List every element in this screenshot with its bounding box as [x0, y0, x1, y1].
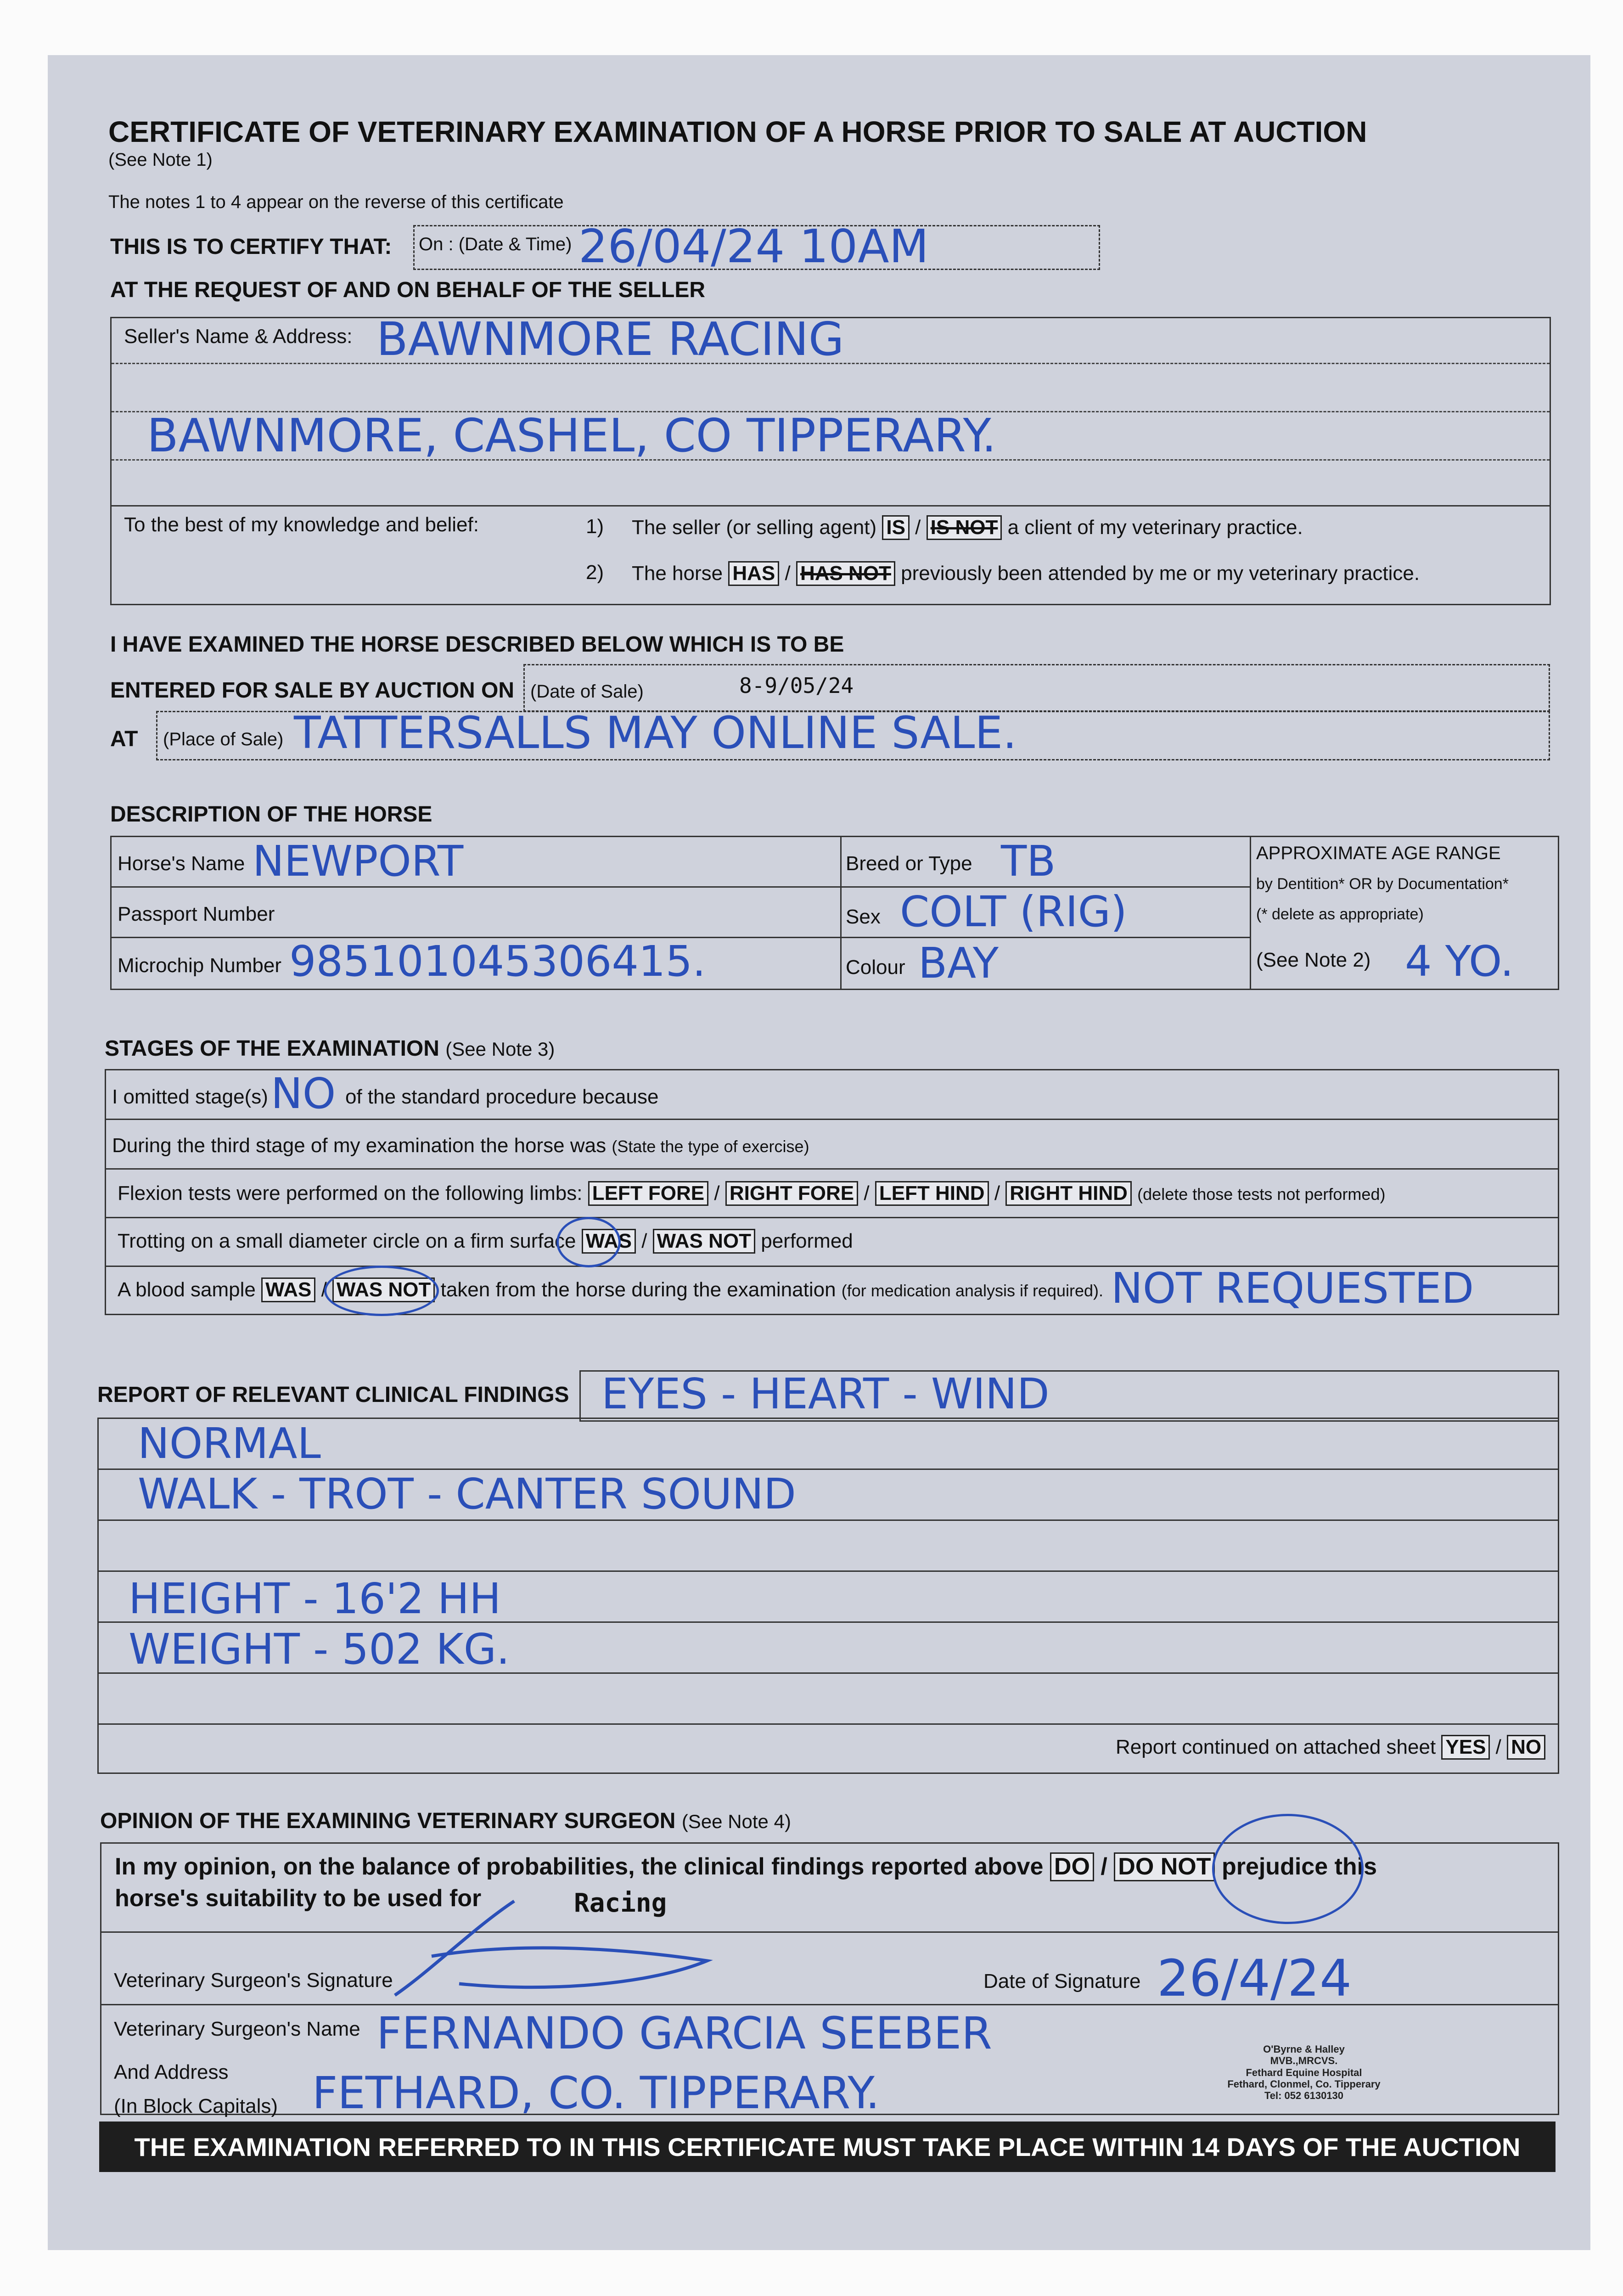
blood-was-option[interactable]: WAS	[261, 1277, 315, 1302]
breed-label: Breed or Type	[846, 852, 972, 875]
notes-reverse: The notes 1 to 4 appear on the reverse of this certificate	[108, 192, 564, 212]
left-hind-option[interactable]: LEFT HIND	[875, 1181, 989, 1206]
age-title: APPROXIMATE AGE RANGE	[1256, 843, 1501, 863]
item1-post: a client of my veterinary practice.	[1007, 516, 1303, 539]
passport-label: Passport Number	[118, 903, 275, 925]
right-fore-option[interactable]: RIGHT FORE	[725, 1181, 858, 1206]
sale-date-box	[523, 664, 1550, 712]
surgeon-address[interactable]: FETHARD, CO. TIPPERARY.	[312, 2067, 880, 2119]
divider	[99, 1519, 1558, 1521]
report-line-5[interactable]: HEIGHT - 16'2 HH	[129, 1574, 501, 1623]
has-not-option[interactable]: HAS NOT	[796, 561, 895, 586]
opinion-heading: OPINION OF THE EXAMINING VETERINARY SURGEON	[100, 1809, 676, 1833]
microchip-value[interactable]: 985101045306415.	[289, 937, 706, 986]
item2-post: previously been attended by me or my veterinary practice.	[901, 562, 1420, 585]
horse-name-label: Horse's Name	[118, 852, 245, 875]
is-not-option[interactable]: IS NOT	[927, 515, 1002, 540]
report-line-3[interactable]: WALK - TROT - CANTER SOUND	[138, 1469, 796, 1519]
signature-date[interactable]: 26/4/24	[1157, 1949, 1352, 2008]
trot-label: Trotting on a small diameter circle on a firm surface	[118, 1230, 576, 1252]
divider	[99, 1723, 1558, 1725]
age-by: by Dentition* OR by Documentation*	[1256, 875, 1509, 893]
knowledge-label: To the best of my knowledge and belief:	[124, 513, 479, 536]
left-fore-option[interactable]: LEFT FORE	[588, 1181, 708, 1206]
seller-client-row: The seller (or selling agent) IS / IS NOT a client of my veterinary practice.	[632, 515, 1303, 540]
sale-place-label: (Place of Sale)	[163, 729, 284, 749]
do-not-circle	[1212, 1814, 1364, 1924]
item1-number: 1)	[586, 515, 604, 538]
sex-value[interactable]: COLT (RIG)	[900, 887, 1127, 936]
flexion-note: (delete those tests not performed)	[1137, 1185, 1386, 1204]
breed-value[interactable]: TB	[1001, 837, 1056, 886]
third-stage-note: (State the type of exercise)	[612, 1137, 809, 1156]
exam-date-time[interactable]: 26/04/24 10AM	[578, 219, 929, 273]
footer-banner: THE EXAMINATION REFERRED TO IN THIS CERTIFICATE MUST TAKE PLACE WITHIN 14 DAYS OF THE AUCTION	[99, 2122, 1556, 2172]
colour-label: Colour	[846, 956, 905, 979]
sale-date-value[interactable]: 8-9/05/24	[739, 673, 854, 698]
colour-value[interactable]: BAY	[918, 939, 999, 988]
surgeon-name[interactable]: FERNANDO GARCIA SEEBER	[376, 2008, 992, 2059]
sale-date-label: (Date of Sale)	[530, 681, 644, 702]
stages-heading-row	[105, 1036, 555, 1061]
request-label: AT THE REQUEST OF AND ON BEHALF OF THE SELLER	[110, 278, 705, 302]
certify-label: THIS IS TO CERTIFY THAT:	[110, 235, 392, 259]
do-not-option[interactable]: DO NOT	[1114, 1852, 1215, 1881]
seller-label: Seller's Name & Address:	[124, 325, 353, 348]
on-label: On : (Date & Time)	[419, 234, 572, 254]
stamp-line: Tel: 052 6130130	[1264, 2090, 1344, 2102]
report-line-1[interactable]: EYES - HEART - WIND	[601, 1369, 1050, 1418]
opinion-text-row: In my opinion, on the balance of probabilities, the clinical findings reported above DO / DO NOT prejudice this	[115, 1852, 1377, 1881]
blood-row: A blood sample WAS / WAS NOT taken from the horse during the examination (for medication analysis if required).	[118, 1277, 1103, 1302]
stamp-line: Fethard, Clonmel, Co. Tipperary	[1227, 2078, 1381, 2090]
divider	[106, 1217, 1558, 1218]
blood-handwritten[interactable]: NOT REQUESTED	[1111, 1264, 1474, 1313]
third-stage-label: During the third stage of my examination the horse was	[112, 1134, 607, 1157]
continued-row: Report continued on attached sheet YES / NO	[1116, 1735, 1545, 1760]
do-option[interactable]: DO	[1050, 1852, 1094, 1881]
is-option[interactable]: IS	[882, 515, 910, 540]
flexion-label: Flexion tests were performed on the following limbs:	[118, 1182, 583, 1204]
entered-label: ENTERED FOR SALE BY AUCTION ON	[110, 678, 515, 703]
stamp-line: MVB.,MRCVS.	[1270, 2055, 1338, 2067]
address-label-2: (In Block Capitals)	[114, 2095, 278, 2117]
divider	[112, 505, 1550, 506]
description-heading: DESCRIPTION OF THE HORSE	[110, 802, 432, 827]
omitted-pre: I omitted stage(s)	[112, 1086, 268, 1108]
title-note: (See Note 1)	[108, 150, 213, 170]
signature-date-label: Date of Signature	[983, 1970, 1141, 1992]
flexion-row: Flexion tests were performed on the following limbs: LEFT FORE / RIGHT FORE / LEFT HIND / RIGHT HIND (delete those tests not performed)	[118, 1181, 1385, 1206]
has-option[interactable]: HAS	[728, 561, 779, 586]
trot-was-not-option[interactable]: WAS NOT	[653, 1229, 755, 1254]
at-label: AT	[110, 727, 138, 751]
item2-pre: The horse	[632, 562, 723, 585]
right-hind-option[interactable]: RIGHT HIND	[1005, 1181, 1132, 1206]
opinion-text-2: prejudice this	[1221, 1853, 1377, 1880]
report-line-2[interactable]: NORMAL	[138, 1419, 321, 1468]
divider	[106, 1119, 1558, 1120]
horse-attended-row: The horse HAS / HAS NOT previously been attended by me or my veterinary practice.	[632, 561, 1420, 586]
report-line-6[interactable]: WEIGHT - 502 KG.	[129, 1625, 510, 1674]
page-title: CERTIFICATE OF VETERINARY EXAMINATION OF A HORSE PRIOR TO SALE AT AUCTION	[108, 115, 1367, 148]
item1-pre: The seller (or selling agent)	[632, 516, 877, 539]
blood-pre: A blood sample	[118, 1278, 256, 1301]
address-label-1: And Address	[114, 2061, 229, 2083]
age-value[interactable]: 4 YO.	[1405, 937, 1514, 986]
trot-row: Trotting on a small diameter circle on a firm surface WAS / WAS NOT performed	[118, 1229, 853, 1254]
trot-was-option[interactable]: WAS	[582, 1229, 636, 1254]
intended-use[interactable]: Racing	[574, 1888, 667, 1918]
item2-number: 2)	[586, 561, 604, 584]
opinion-text-3: horse's suitability to be used for	[115, 1885, 482, 1912]
divider	[99, 1570, 1558, 1572]
trot-post: performed	[761, 1230, 853, 1252]
stages-note: (See Note 3)	[445, 1038, 555, 1060]
opinion-heading-row	[100, 1808, 791, 1834]
continued-no-option[interactable]: NO	[1507, 1735, 1545, 1760]
opinion-text-1: In my opinion, on the balance of probabilities, the clinical findings reported above	[115, 1853, 1044, 1880]
age-note: (See Note 2)	[1256, 949, 1371, 971]
signature-label: Veterinary Surgeon's Signature	[114, 1969, 393, 1992]
microchip-label: Microchip Number	[118, 954, 281, 977]
trot-was-circle	[556, 1217, 621, 1267]
signature[interactable]	[376, 1892, 725, 2002]
omitted-value[interactable]: NO	[271, 1069, 336, 1118]
age-delete: (* delete as appropriate)	[1256, 906, 1424, 923]
practice-stamp	[1203, 2043, 1405, 2101]
sale-place-value[interactable]: TATTERSALLS MAY ONLINE SALE.	[294, 707, 1017, 759]
blood-note: (for medication analysis if required).	[841, 1281, 1104, 1300]
divider	[840, 836, 842, 989]
examined-label: I HAVE EXAMINED THE HORSE DESCRIBED BELOW WHICH IS TO BE	[110, 632, 844, 657]
surgeon-name-label: Veterinary Surgeon's Name	[114, 2018, 360, 2040]
horse-name-value[interactable]: NEWPORT	[253, 837, 464, 886]
blood-post: taken from the horse during the examination	[440, 1278, 836, 1301]
blood-was-not-circle	[324, 1266, 439, 1316]
stages-heading: STAGES OF THE EXAMINATION	[105, 1036, 439, 1061]
stamp-line: O'Byrne & Halley	[1263, 2043, 1345, 2055]
divider	[106, 1168, 1558, 1170]
sex-label: Sex	[846, 906, 881, 928]
seller-address[interactable]: BAWNMORE, CASHEL, CO TIPPERARY.	[147, 409, 997, 462]
stamp-line: Fethard Equine Hospital	[1246, 2066, 1362, 2078]
third-stage-row	[112, 1134, 809, 1157]
divider	[1250, 836, 1251, 989]
blood-was-not-option[interactable]: WAS NOT	[332, 1277, 435, 1302]
continued-yes-option[interactable]: YES	[1441, 1735, 1490, 1760]
continued-label: Report continued on attached sheet	[1116, 1736, 1436, 1758]
opinion-note: (See Note 4)	[681, 1811, 791, 1832]
report-heading: REPORT OF RELEVANT CLINICAL FINDINGS	[97, 1383, 569, 1407]
omitted-post: of the standard procedure because	[345, 1086, 659, 1108]
seller-name[interactable]: BAWNMORE RACING	[376, 312, 844, 366]
divider	[101, 1931, 1558, 1933]
